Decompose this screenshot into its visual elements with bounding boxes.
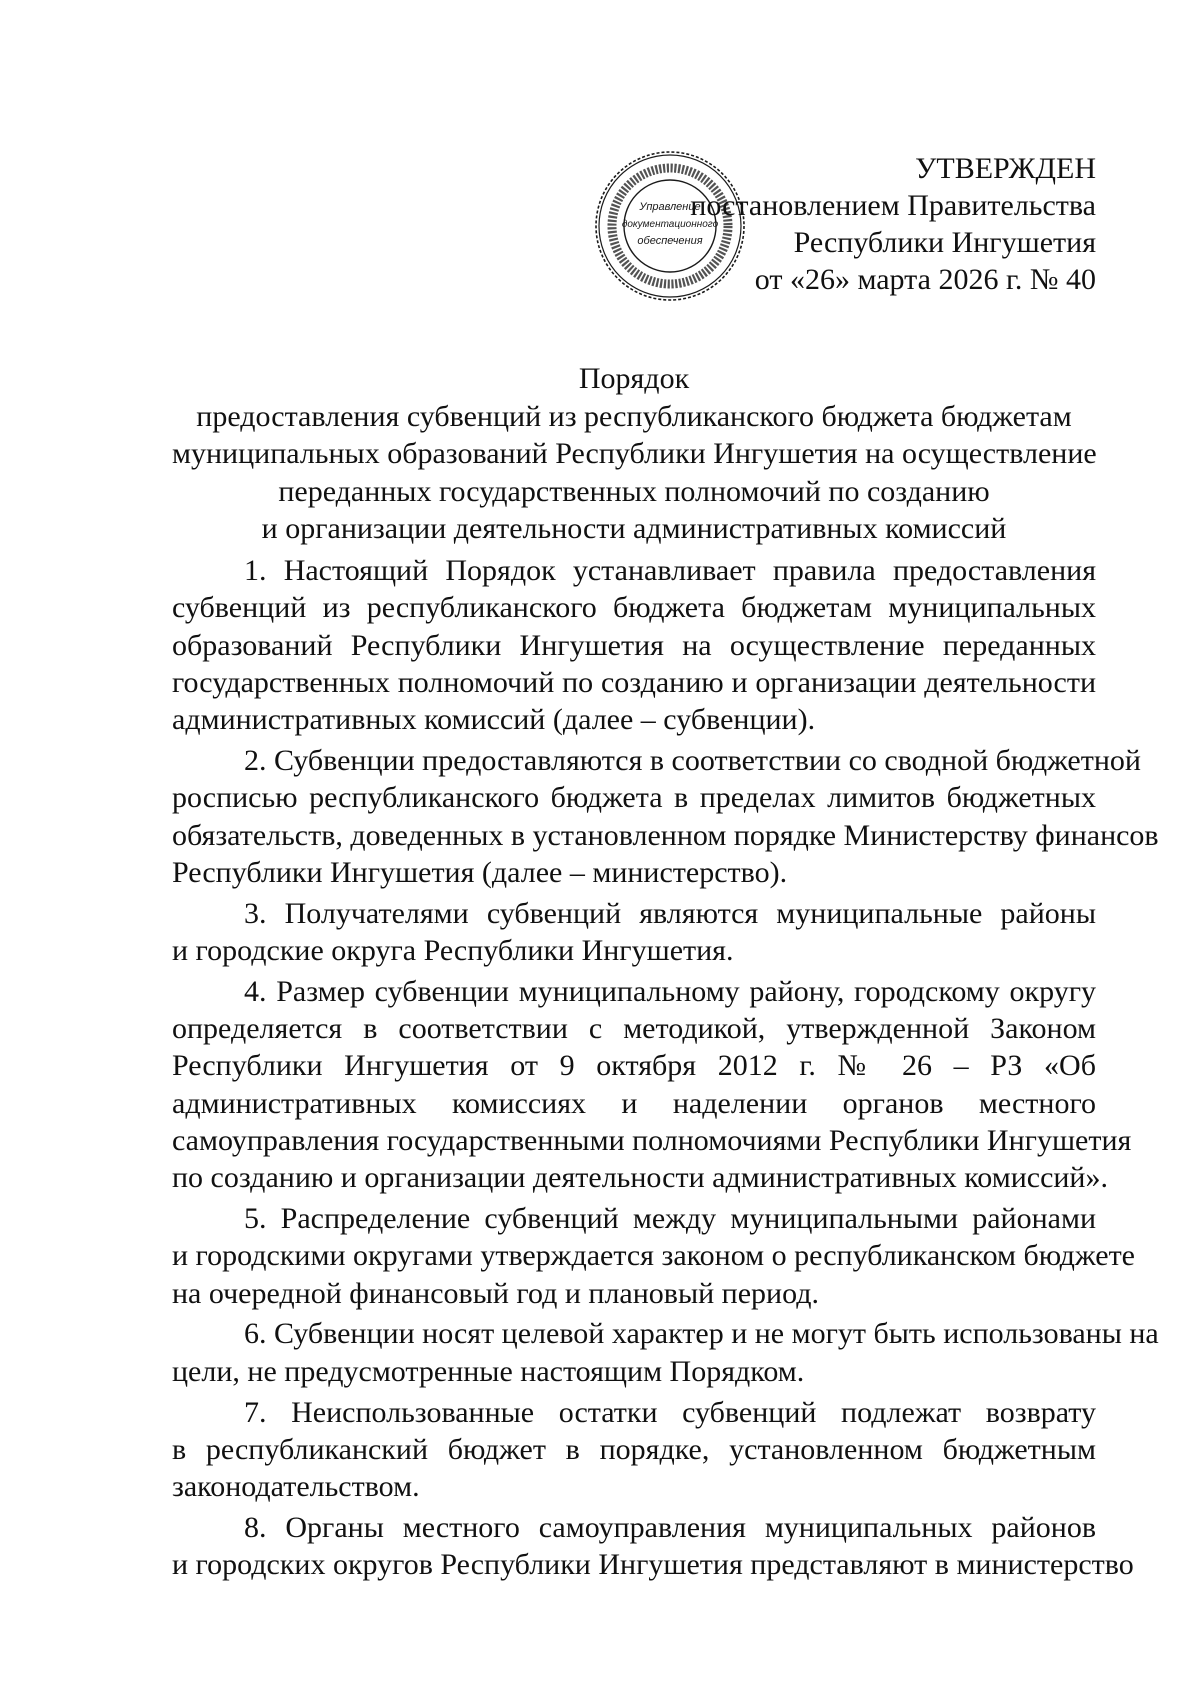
approval-republic-line: Республики Ингушетия [793,226,1096,259]
paragraph-line: определяется в соответствии с методикой, утвержденной Законом [172,1012,1096,1046]
paragraph-line: и городских округов Республики Ингушетия представляют в министерство [172,1548,1134,1582]
paragraph-line: по созданию и организации деятельности административных комиссий». [172,1161,1108,1195]
paragraph-line: в республиканский бюджет в порядке, установленном бюджетным [172,1432,1096,1466]
paragraph-line: 4. Размер субвенции муниципальному району, городскому округу [244,974,1096,1008]
title-line: Порядок [578,362,690,395]
paragraph-line: 2. Субвенции предоставляются в соответствии со сводной бюджетной [244,743,1141,777]
paragraph-line: цели, не предусмотренные настоящим Порядком. [172,1354,805,1388]
approval-date-number: от «26» марта 2026 г. № 40 [754,263,1096,296]
paragraph-line: 8. Органы местного самоуправления муниципальных районов [244,1510,1096,1544]
paragraph-line: обязательств, доведенных в установленном порядке Министерству финансов [172,818,1159,852]
paragraph-line: и городские округа Республики Ингушетия. [172,933,734,967]
paragraph-8 [172,1509,1134,1584]
paragraph-1 [172,552,1096,738]
paragraph-line: государственных полномочий по созданию и организации деятельности [172,665,1096,699]
approval-decree-line: постановлением Правительства [690,189,1096,222]
seal-center-line-3: обеспечения [637,235,703,247]
paragraph-7 [172,1394,1096,1506]
title-line: и организации деятельности административных комиссий [261,512,1007,545]
paragraph-3 [172,895,1096,970]
paragraph-line: 7. Неиспользованные остатки субвенций подлежат возврату [244,1395,1096,1429]
paragraph-line: на очередной финансовый год и плановый период. [172,1276,820,1310]
paragraph-line: 5. Распределение субвенций между муниципальными районами [244,1202,1096,1236]
approval-block [690,150,1096,298]
paragraph-line: субвенций из республиканского бюджета бюджетам муниципальных [172,591,1096,625]
paragraph-6 [172,1315,1159,1390]
seal-center-line-1: Управление [639,201,701,213]
document-title [172,360,1096,548]
paragraph-line: законодательством. [172,1470,420,1504]
title-line: предоставления субвенций из республиканского бюджета бюджетам [196,399,1072,433]
paragraph-line: росписью республиканского бюджета в пределах лимитов бюджетных [172,781,1096,815]
paragraph-line: Республики Ингушетия от 9 октября 2012 г. № 26 – РЗ «Об [172,1049,1096,1083]
paragraph-line: образований Республики Ингушетия на осуществление переданных [172,628,1096,662]
paragraph-line: 6. Субвенции носят целевой характер и не могут быть использованы на [244,1317,1159,1351]
paragraph-line: самоуправления государственными полномочиями Республики Ингушетия [172,1123,1132,1157]
paragraph-line: и городскими округами утверждается законом о республиканском бюджете [172,1239,1135,1273]
title-line: переданных государственных полномочий по созданию [278,474,990,508]
paragraph-line: административных комиссиях и наделении органов местного [172,1086,1096,1120]
paragraph-4 [172,973,1132,1197]
seal-center-line-2: документационного [621,219,719,230]
title-line: муниципальных образований Республики Ингушетия на осуществление [172,437,1097,470]
paragraph-5 [172,1200,1135,1312]
paragraph-line: административных комиссий (далее – субвенции). [172,703,816,737]
approval-heading: УТВЕРЖДЕН [915,152,1096,185]
document-body [172,552,1159,1587]
paragraph-line: Республики Ингушетия (далее – министерство). [172,855,788,889]
paragraph-line: 3. Получателями субвенций являются муниципальные районы [244,896,1096,930]
paragraph-line: 1. Настоящий Порядок устанавливает правила предоставления [244,554,1096,587]
paragraph-2 [172,742,1159,891]
